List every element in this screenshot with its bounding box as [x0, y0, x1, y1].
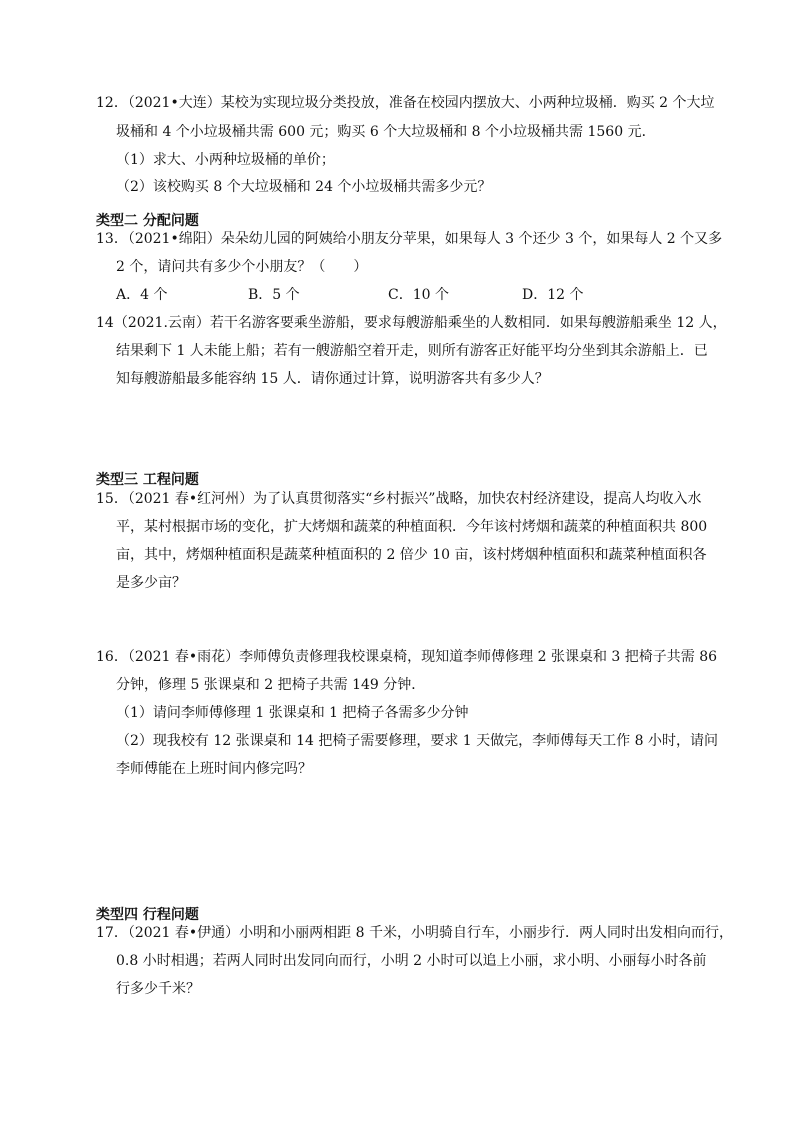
q13-line1: 13．（2021•绵阳）朵朵幼儿园的阿姨给小朋友分苹果，如果每人 3 个还少 3 个，如果每人 2 个又多 — [96, 231, 723, 247]
q17-line3: 行多少千米？ — [116, 981, 200, 997]
q14-line1: 14（2021.云南）若干名游客要乘坐游船，要求每艘游船乘坐的人数相同．如果每艘游船乘坐 12 人， — [96, 315, 727, 331]
q13-option-c: C．10 个 — [388, 287, 449, 303]
q14-line2: 结果剩下 1 人未能上船；若有一艘游船空着开走，则所有游客正好能平均分坐到其余游船上．已 — [116, 343, 708, 359]
type3-heading: 类型三 工程问题 — [96, 472, 199, 488]
q16-sub2-continued: 李师傅能在上班时间内修完吗？ — [116, 761, 312, 777]
type4-heading: 类型四 行程问题 — [96, 907, 199, 923]
q12-line1: 12．（2021•大连）某校为实现垃圾分类投放，准备在校园内摆放大、小两种垃圾桶．购买 2 个大垃 — [96, 95, 715, 111]
q15-line4: 是多少亩？ — [116, 575, 186, 591]
q12-sub1: （1）求大、小两种垃圾桶的单价； — [116, 152, 335, 168]
q17-line1: 17．（2021 春•伊通）小明和小丽两相距 8 千米，小明骑自行车，小丽步行．两人同时出发相向而行， — [96, 925, 733, 941]
q16-line1: 16．（2021 春•雨花）李师傅负责修理我校课桌椅，现知道李师傅修理 2 张课桌和 3 把椅子共需 86 — [96, 649, 718, 665]
q14-line3: 知每艘游船最多能容纳 15 人．请你通过计算，说明游客共有多少人？ — [116, 371, 549, 387]
q16-sub1: （1）请问李师傅修理 1 张课桌和 1 把椅子各需多少分钟 — [116, 705, 469, 721]
q13-option-a: A．4 个 — [116, 287, 168, 303]
q16-sub2: （2）现我校有 12 张课桌和 14 把椅子需要修理，要求 1 天做完，李师傅每天工作 8 小时，请问 — [116, 733, 718, 749]
q15-line1: 15．（2021 春•红河州）为了认真贯彻落实“乡村振兴”战略，加快农村经济建设，提高人均收入水 — [96, 491, 702, 507]
q13-option-d: D．12 个 — [522, 287, 584, 303]
q15-line3: 亩，其中，烤烟种植面积是蔬菜种植面积的 2 倍少 10 亩，该村烤烟种植面积和蔬菜种植面积各 — [116, 547, 707, 563]
q13-option-b: B．5 个 — [248, 287, 300, 303]
q12-line2: 圾桶和 4 个小垃圾桶共需 600 元；购买 6 个大垃圾桶和 8 个小垃圾桶共需 1560 元． — [116, 124, 656, 140]
q16-line2: 分钟，修理 5 张课桌和 2 把椅子共需 149 分钟． — [116, 677, 426, 693]
q17-line2: 0.8 小时相遇；若两人同时出发同向而行，小明 2 小时可以追上小丽，求小明、小丽每小时各前 — [116, 953, 707, 969]
q15-line2: 平，某村根据市场的变化，扩大烤烟和蔬菜的种植面积．今年该村烤烟和蔬菜的种植面积共 800 — [116, 519, 708, 535]
q12-sub2: （2）该校购买 8 个大垃圾桶和 24 个小垃圾桶共需多少元？ — [116, 179, 492, 195]
q13-line2: 2 个，请问共有多少个小朋友？（ ） — [116, 259, 368, 275]
type2-heading: 类型二 分配问题 — [96, 213, 199, 229]
